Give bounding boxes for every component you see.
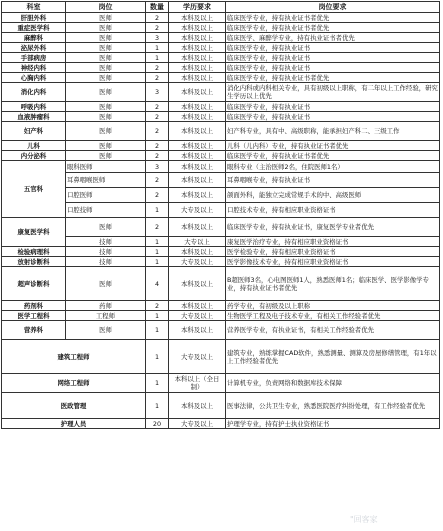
- table-row: [2, 267, 440, 301]
- span-title-cell: 网络工程师: [2, 374, 146, 393]
- requirement-cell: 护理学专业，持有护士执业资格证书: [226, 419, 440, 429]
- education-cell: 本科及以上: [169, 122, 226, 141]
- count-cell: 1: [146, 393, 169, 419]
- span-title-cell: 护理人员: [2, 419, 146, 429]
- dept-cell: 血液肿瘤科: [2, 112, 66, 122]
- table-row: [2, 188, 440, 203]
- table-row: [2, 257, 440, 267]
- dept-cell: 妇产科: [2, 122, 66, 141]
- header-dept: 科室: [2, 2, 66, 13]
- count-cell: 4: [146, 267, 169, 301]
- count-cell: 1: [146, 43, 169, 53]
- table-header-row: [2, 2, 440, 13]
- requirement-cell: 医事法律，公共卫生专业，熟悉医院医疗纠纷处理，有工作经验者优先: [226, 393, 440, 419]
- education-cell: 大专及以上: [169, 311, 226, 321]
- education-cell: 本科及以上: [169, 301, 226, 311]
- count-cell: 3: [146, 83, 169, 102]
- education-cell: 本科及以上: [169, 33, 226, 43]
- count-cell: 3: [146, 161, 169, 173]
- count-cell: 2: [146, 23, 169, 33]
- table-row: [2, 112, 440, 122]
- count-cell: 2: [146, 218, 169, 237]
- requirement-cell: 生物医学工程及电子技术专业，有相关工作经验者优先: [226, 311, 440, 321]
- education-cell: 本科及以上: [169, 43, 226, 53]
- count-cell: 1: [146, 53, 169, 63]
- count-cell: 2: [146, 112, 169, 122]
- table-row: [2, 151, 440, 161]
- table-row: [2, 63, 440, 73]
- position-cell: 医师: [66, 53, 146, 63]
- count-cell: 2: [146, 13, 169, 23]
- table-row: [2, 141, 440, 151]
- table-row: [2, 340, 440, 374]
- requirement-cell: 眼科专业（主治医师2名，住院医师1名）: [226, 161, 440, 173]
- count-cell: 2: [146, 188, 169, 203]
- count-cell: 2: [146, 141, 169, 151]
- dept-cell: 放射诊断科: [2, 257, 66, 267]
- table-row: [2, 13, 440, 23]
- position-cell: 技师: [66, 247, 146, 257]
- header-count: 数量: [146, 2, 169, 13]
- count-cell: 2: [146, 151, 169, 161]
- requirement-cell: 临床医学专业，持有执业证书: [226, 53, 440, 63]
- dept-cell: 神经内科: [2, 63, 66, 73]
- table-row: [2, 218, 440, 237]
- requirement-cell: 临床医学专业，持有执业证书者优先: [226, 23, 440, 33]
- table-row: [2, 321, 440, 340]
- table-row: [2, 23, 440, 33]
- table-row: [2, 247, 440, 257]
- span-title-cell: 医政管理: [2, 393, 146, 419]
- span-title-cell: 建筑工程师: [2, 340, 146, 374]
- education-cell: 大专及以上: [169, 340, 226, 374]
- requirement-cell: 药学专业，有初级及以上职称: [226, 301, 440, 311]
- requirement-cell: B超医师3名，心电图医师1人，熟悉医师1名；临床医学、医学影像学专业，持有执业证书者优先: [226, 267, 440, 301]
- requirement-cell: 妇产科专业，具有中、高级职称，能承担妇产科二、三级工作: [226, 122, 440, 141]
- table-row: [2, 83, 440, 102]
- dept-cell: 医学工程科: [2, 311, 66, 321]
- requirement-cell: 临床医学专业，持有执业证书: [226, 43, 440, 53]
- education-cell: 本科及以上: [169, 73, 226, 83]
- table-body: [2, 13, 440, 429]
- requirement-cell: 临床医学专业，持有执业证书: [226, 102, 440, 112]
- table-row: [2, 122, 440, 141]
- education-cell: 大专以上: [169, 237, 226, 247]
- count-cell: 1: [146, 340, 169, 374]
- dept-cell: 呼吸内科: [2, 102, 66, 112]
- education-cell: 本科及以上: [169, 141, 226, 151]
- count-cell: 1: [146, 311, 169, 321]
- table-row: [2, 301, 440, 311]
- education-cell: 本科及以上: [169, 23, 226, 33]
- position-cell: 医师: [66, 13, 146, 23]
- education-cell: 本科及以上: [169, 173, 226, 188]
- header-requirement: 岗位要求: [226, 2, 440, 13]
- position-cell: 医师: [66, 218, 146, 237]
- count-cell: 2: [146, 73, 169, 83]
- position-cell: 耳鼻咽喉医师: [66, 173, 146, 188]
- count-cell: 2: [146, 301, 169, 311]
- education-cell: 本科及以上: [169, 13, 226, 23]
- dept-cell: 手部病房: [2, 53, 66, 63]
- count-cell: 1: [146, 247, 169, 257]
- dept-cell: 药剂科: [2, 301, 66, 311]
- count-cell: 3: [146, 33, 169, 43]
- education-cell: 本科以上（全日制）: [169, 374, 226, 393]
- position-cell: 医师: [66, 33, 146, 43]
- requirement-cell: 临床医学专业，持有执业证书者优先: [226, 13, 440, 23]
- table-row: [2, 161, 440, 173]
- table-row: [2, 374, 440, 393]
- count-cell: 2: [146, 122, 169, 141]
- count-cell: 1: [146, 321, 169, 340]
- requirement-cell: 康复医学治疗专业，持有相应职业资格证书: [226, 237, 440, 247]
- position-cell: 药师: [66, 301, 146, 311]
- education-cell: 大专及以上: [169, 257, 226, 267]
- dept-cell: 超声诊断科: [2, 267, 66, 301]
- position-cell: 口腔技师: [66, 203, 146, 218]
- dept-cell: 检验病理科: [2, 247, 66, 257]
- position-cell: 工程师: [66, 311, 146, 321]
- position-cell: 医师: [66, 23, 146, 33]
- dept-cell: 重症医学科: [2, 23, 66, 33]
- table-row: [2, 73, 440, 83]
- header-position: 岗位: [66, 2, 146, 13]
- dept-cell: 儿科: [2, 141, 66, 151]
- count-cell: 1: [146, 237, 169, 247]
- requirement-cell: 临床医学专业，持有执业证书，康复医学专业者优先: [226, 218, 440, 237]
- count-cell: 20: [146, 419, 169, 429]
- dept-cell: 消化内科: [2, 83, 66, 102]
- position-cell: 口腔医师: [66, 188, 146, 203]
- table-row: [2, 102, 440, 112]
- requirement-cell: 消化内科或内科相关专业，具有初级以上职称，有二年以上工作经验，研究生学历以上优先: [227, 84, 438, 100]
- education-cell: 本科及以上: [169, 218, 226, 237]
- requirement-cell: 临床医学专业，持有执业证书: [226, 63, 440, 73]
- education-cell: 本科及以上: [169, 321, 226, 340]
- position-cell: 医师: [66, 112, 146, 122]
- table-row: [2, 393, 440, 419]
- position-cell: 医师: [66, 321, 146, 340]
- requirement-cell: 医学影像技术专业，持有相应职业资格证书: [226, 257, 440, 267]
- table-row: [2, 43, 440, 53]
- position-cell: 医师: [66, 73, 146, 83]
- position-cell: 医师: [66, 267, 146, 301]
- dept-cell: 肝胆外科: [2, 13, 66, 23]
- requirement-cell: 计算机专业，负责网络和数据库技术保障: [226, 374, 440, 393]
- position-cell: 技师: [66, 257, 146, 267]
- education-cell: 本科及以上: [169, 63, 226, 73]
- education-cell: 本科及以上: [169, 161, 226, 173]
- position-cell: 医师: [66, 141, 146, 151]
- education-cell: 本科及以上: [169, 151, 226, 161]
- education-cell: 本科及以上: [169, 188, 226, 203]
- requirement-cell: 临床医学、麻醉学专业，持有执业证书者优先: [226, 33, 440, 43]
- education-cell: 本科及以上: [169, 247, 226, 257]
- education-cell: 大专及以上: [169, 203, 226, 218]
- watermark-text: "回客家: [350, 515, 378, 524]
- position-cell: 医师: [66, 63, 146, 73]
- dept-cell-wuguan: 五官科: [2, 161, 66, 218]
- dept-cell: 内分泌科: [2, 151, 66, 161]
- dept-cell: 泌尿外科: [2, 43, 66, 53]
- requirement-cell: 儿科（儿内科）专业，持有执业证书者优先: [226, 141, 440, 151]
- dept-cell: 心胸内科: [2, 73, 66, 83]
- requirement-cell: 临床医学专业，持有执业证书: [226, 112, 440, 122]
- table-row: [2, 203, 440, 218]
- requirement-cell: 口腔技术专业，持有相应职业资格证书: [226, 203, 440, 218]
- count-cell: 1: [146, 203, 169, 218]
- count-cell: 2: [146, 173, 169, 188]
- position-cell: 医师: [66, 102, 146, 112]
- education-cell: 本科及以上: [169, 83, 226, 102]
- education-cell: 本科及以上: [169, 102, 226, 112]
- recruitment-table: [1, 1, 440, 429]
- table-row: [2, 33, 440, 43]
- position-cell: 医师: [66, 122, 146, 141]
- requirement-cell: 耳鼻咽喉专业，持有执业证书: [226, 173, 440, 188]
- dept-cell-kangfu: 康复医学科: [2, 218, 66, 247]
- education-cell: 本科及以上: [169, 112, 226, 122]
- education-cell: 本科及以上: [169, 267, 226, 301]
- count-cell: 2: [146, 102, 169, 112]
- position-cell: 技师: [66, 237, 146, 247]
- table-row: [2, 53, 440, 63]
- requirement-cell: 营养医学专业，有执业证书，有相关工作经验者优先: [226, 321, 440, 340]
- dept-cell: 营养科: [2, 321, 66, 340]
- requirement-cell: 医学检验专业，持有相应职业资格证书: [226, 247, 440, 257]
- requirement-cell: 建筑专业，熟练掌握CAD软件，熟悉测量、测算及房屋修缮管理，有1年以上工作经验者优先: [226, 340, 440, 374]
- education-cell: 本科及以上: [169, 393, 226, 419]
- table-row: [2, 419, 440, 429]
- count-cell: 2: [146, 63, 169, 73]
- count-cell: 1: [146, 374, 169, 393]
- table-row: [2, 311, 440, 321]
- header-education: 学历要求: [169, 2, 226, 13]
- requirement-cell: 颌面外科，能独立完成常规手术的中、高级医师: [226, 188, 440, 203]
- count-cell: 1: [146, 257, 169, 267]
- requirement-cell: 临床医学专业，持有执业证书者优先: [226, 73, 440, 83]
- dept-cell: 麻醉科: [2, 33, 66, 43]
- requirement-cell: 临床医学专业，持有执业证书者优先: [226, 151, 440, 161]
- table-row: [2, 173, 440, 188]
- education-cell: 大专及以上: [169, 419, 226, 429]
- table-row: [2, 237, 440, 247]
- position-cell: 医师: [66, 151, 146, 161]
- position-cell: 医师: [66, 43, 146, 53]
- education-cell: 本科及以上: [169, 53, 226, 63]
- position-cell: 眼科医师: [66, 161, 146, 173]
- position-cell: 医师: [66, 83, 146, 102]
